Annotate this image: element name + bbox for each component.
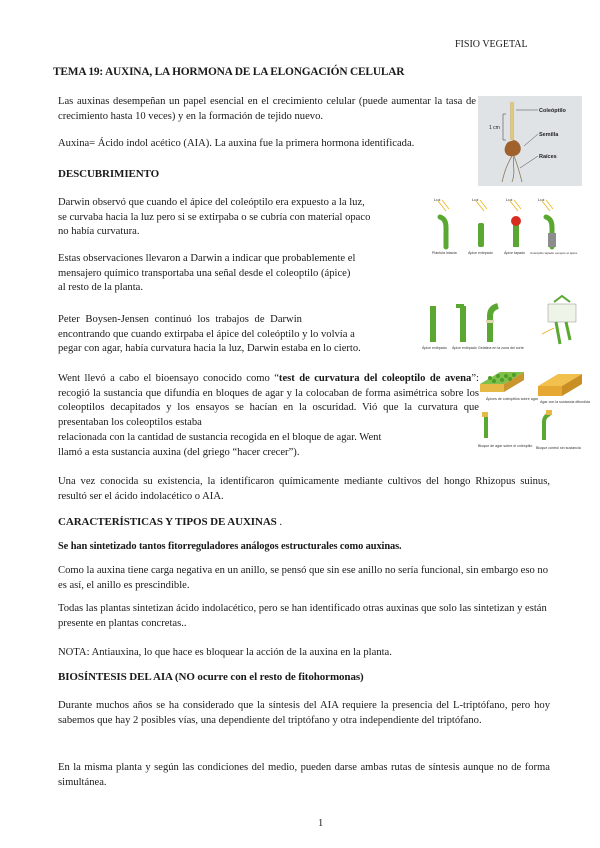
light-label: Luz [506,197,513,202]
darwin-line: Estas observaciones llevaron a Darwin a indicar que probablemente el [58,253,356,264]
caracteristicas-paragraph-1: Como la auxina tiene carga negativa en un anillo, se pensó que sin ese anillo no sería funcional, sin embargo eso no es así, el anillo es prescindible. [58,565,549,591]
heading-biosintesis: BIOSÍNTESIS DEL AIA (NO ocurre con el resto de fitohormonas) [58,671,364,683]
went-caption: Bloque control sin sustancia [536,446,581,450]
caracteristicas-paragraph-2: Todas las plantas sintetizan ácido indolacético, pero se han identificado otras auxinas que solo las sintetizan y están presente en plantas concretas.. [58,603,547,629]
light-label: Luz [538,197,545,202]
went-paragraph-cont [58,431,381,460]
subheading-fitorreguladores: Se han sintetizado tantos fitorreguladores análogos estructurales como auxinas. [58,541,402,552]
boysen-caption: Ápice extirpado [452,346,477,350]
page-number: 1 [318,818,324,829]
darwin-paragraph-1 [58,196,370,240]
label-raices: Raíces [539,154,557,160]
boysen-figure [420,290,582,354]
darwin-caption: Ápice extirpado [468,251,493,255]
went-rest: ”: recogió la sustancia que difundía en bloques de agar y la colocaban de forma asimétrica sobre los coleoptilos decapitados y los ensayos se hacían en la oscuridad. Vió que la curvatura que presentaban los coleoptilos estaba [58,373,479,428]
label-coleoptilo: Coleóptilo [539,108,566,114]
darwin-line: no había curvatura. [58,226,140,238]
header-label: FISIO VEGETAL [455,39,528,50]
went-line: llamó a esta sustancia auxina (del griego “hacer crecer”). [58,446,300,458]
brace-label: 1 cm [489,125,500,131]
boysen-line: pegar con agar, había curvatura hacia la luz, Darwin estaba en lo cierto. [58,343,361,355]
went-final-paragraph: Una vez conocida su existencia, la identificaron químicamente mediante cultivos del hongo Rhizopus suinus, resultó ser el ácido indolacético o AIA. [58,476,550,502]
darwin-paragraph-2 [58,252,355,296]
went-caption: Agar con la sustancia difundida [540,400,590,404]
darwin-caption: Coleóptilo tapado excepto el ápice [530,251,578,255]
darwin-caption: Plántula intacta [432,251,457,255]
boysen-caption: Gelatina en la zona del corte [478,346,524,350]
darwin-figure [432,195,582,257]
light-label: Luz [434,197,441,202]
auxina-definition: Auxina= Ácido indol acético (AIA). La auxina fue la primera hormona identificada. [58,138,415,149]
darwin-caption: Ápice tapado [504,251,525,255]
nota-antiauxina: NOTA: Antiauxina, lo que hace es bloquear la acción de la auxina en la planta. [58,647,392,658]
page-title: TEMA 19: AUXINA, LA HORMONA DE LA ELONGACIÓN CELULAR [53,66,405,78]
label-semilla: Semilla [539,132,559,138]
biosintesis-paragraph-2: En la misma planta y según las condiciones del medio, pueden darse ambas rutas de síntesis aunque no de forma simultánea. [58,762,550,788]
biosintesis-paragraph-1: Durante muchos años se ha considerado que la síntesis del AIA requiere la presencia del L-triptófano, pero hoy sabemos que hay 2 posibles vías, una dependiente del triptófano y otra independiente del triptófano. [58,700,550,726]
went-paragraph [58,372,479,430]
darwin-line: al resto de la planta. [58,282,144,294]
boysen-line: Peter Boysen-Jensen continuó los trabajos de Darwin [58,314,302,325]
heading-caracteristicas-text: CARACTERÍSTICAS Y TIPOS DE AUXINAS [58,516,277,528]
heading-caracteristicas: CARACTERÍSTICAS Y TIPOS DE AUXINAS . [58,516,283,528]
boysen-caption: Ápice extirpado [422,346,447,350]
went-figure [478,366,590,462]
went-line: relacionada con la cantidad de sustancia recogida en el bloque de agar. Went [58,432,382,443]
went-caption: Ápices de coleóptilos sobre agar [486,397,538,401]
boysen-paragraph [58,313,361,357]
went-intro: Went llevó a cabo el bioensayo conocido como “ [58,373,279,384]
went-caption: Bloque de agar sobre el coleóptilo [478,444,533,448]
darwin-line: mensajero químico transportaba una señal desde el coleoptilo (ápice) [58,267,351,279]
coleoptile-figure [478,96,582,186]
intro-paragraph: Las auxinas desempeñan un papel esencial en el crecimiento celular (puede aumentar la tasa de crecimiento hasta 10 veces) y en la formación de tejido nuevo. [58,96,476,122]
went-test-name: test de curvatura del coleoptilo de avena [278,373,472,384]
boysen-line: encontrando que cuando extirpaba el ápice del coleóptilo y lo volvía a [58,328,355,340]
light-label: Luz [472,197,479,202]
darwin-line: se curvaba hacia la luz pero si se extirpaba o se cubría con material opaco [58,211,371,223]
heading-descubrimiento: DESCUBRIMIENTO [58,168,160,180]
darwin-line: Darwin observó que cuando el ápice del coleóptilo era expuesto a la luz, [58,197,365,208]
